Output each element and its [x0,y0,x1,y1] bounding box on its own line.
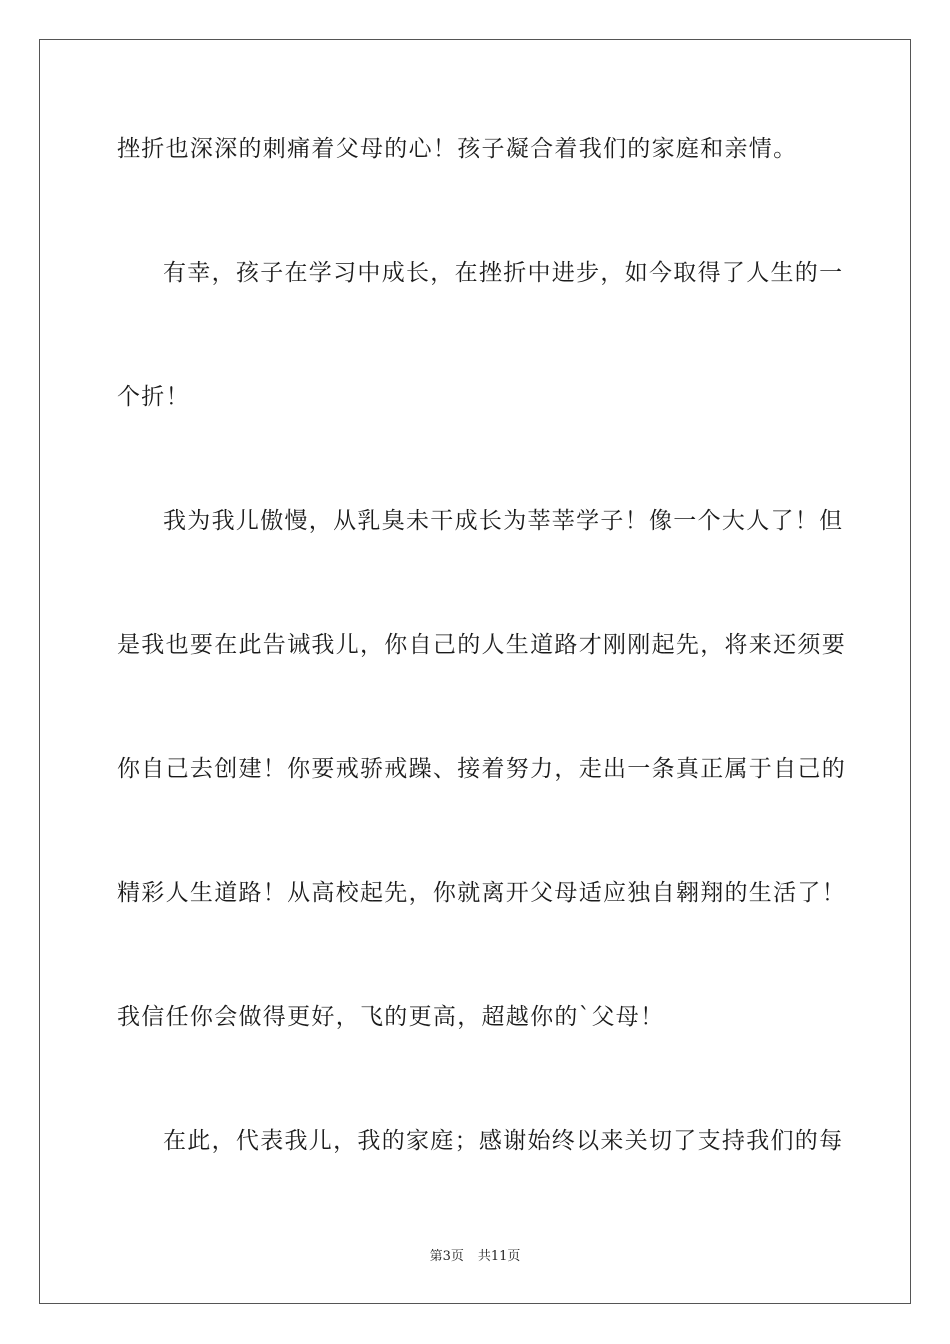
text-line-7: 精彩人生道路！从高校起先，你就离开父母适应独自翱翔的生活了！ [117,880,846,906]
text-line-2: 有幸，孩子在学习中成长，在挫折中进步，如今取得了人生的一 [163,260,844,286]
text-line-6: 你自己去创建！你要戒骄戒躁、接着努力，走出一条真正属于自己的 [117,756,846,782]
page-frame [39,39,911,1304]
text-line-1: 挫折也深深的刺痛着父母的心！孩子凝合着我们的家庭和亲情。 [117,136,798,162]
text-line-9: 在此，代表我儿，我的家庭；感谢始终以来关切了支持我们的每 [163,1128,844,1154]
text-line-3: 个折！ [117,384,190,410]
page-total: 共11页 [477,1249,521,1264]
text-line-8: 我信任你会做得更好，飞的更高，超越你的`父母！ [117,1004,665,1030]
text-line-4: 我为我儿傲慢，从乳臭未干成长为莘莘学子！像一个大人了！但 [163,508,844,534]
page-number: 第3页 [429,1249,464,1264]
text-line-5: 是我也要在此告诫我儿，你自己的人生道路才刚刚起先，将来还须要 [117,632,846,658]
page-footer [0,1248,950,1266]
